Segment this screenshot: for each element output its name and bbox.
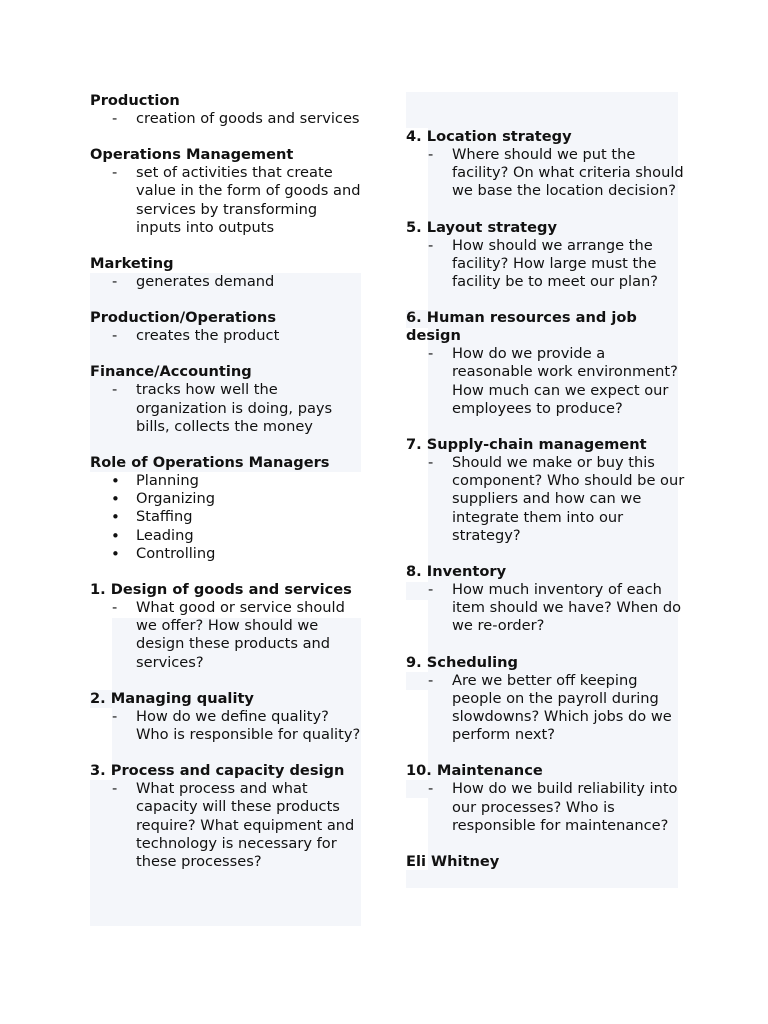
bullet-icon: • [111, 544, 120, 563]
item-list [90, 780, 365, 871]
right-column [406, 128, 686, 889]
list-item-text: generates demand [136, 273, 275, 291]
section-heading: Eli Whitney [406, 853, 500, 871]
item-list [406, 146, 686, 201]
section-production [90, 92, 365, 128]
dash-marker: - [428, 345, 434, 363]
section-heading: 6. Human resources and job design [406, 309, 637, 345]
bullet-icon: • [111, 508, 120, 527]
list-item [90, 472, 365, 490]
dash-marker: - [112, 780, 118, 798]
list-item-text: creation of goods and services [136, 110, 360, 127]
bullet-icon: • [111, 526, 120, 545]
list-item-text: What good or service should we offer? How should we design these products and services? [136, 599, 345, 671]
section-production-operations [90, 309, 365, 345]
list-item [90, 164, 365, 237]
section-5-layout-strategy [406, 219, 686, 292]
shade-right-top [406, 92, 678, 128]
list-item-text: Should we make or buy this component? Who should be our suppliers and how can we integrate them into our strategy? [452, 454, 685, 544]
bullet-icon: • [111, 472, 120, 491]
section-heading: Finance/Accounting [90, 363, 252, 381]
list-item [90, 545, 365, 563]
list-item [90, 381, 365, 436]
list-item-text: What process and what capacity will these products require? What equipment and technology is necessary for these processes? [136, 780, 355, 871]
item-list [90, 381, 365, 436]
list-item [406, 345, 686, 418]
list-item [90, 273, 365, 291]
list-item-text: creates the product [136, 327, 280, 345]
list-item-text: How do we provide a reasonable work environment? How much can we expect our employees to produce? [452, 345, 678, 417]
section-10-maintenance [406, 762, 686, 835]
list-item [90, 780, 365, 871]
item-list [90, 472, 365, 563]
item-list [406, 237, 686, 292]
list-item [406, 146, 686, 201]
section-eli-whitney [406, 853, 686, 871]
list-item-text: How should we arrange the facility? How large must the facility be to meet our plan? [452, 236, 659, 291]
section-marketing [90, 255, 365, 291]
list-item [406, 581, 686, 636]
section-heading: 2. Managing quality [90, 689, 254, 707]
item-list [406, 672, 686, 745]
item-list [90, 164, 365, 237]
section-2-managing-quality [90, 690, 365, 744]
section-heading: Production [90, 92, 180, 109]
dash-marker: - [428, 146, 434, 163]
list-item-text: Where should we put the facility? On what criteria should we base the location decision? [452, 146, 684, 200]
list-item [406, 672, 686, 745]
section-operations-management [90, 146, 365, 237]
item-list [90, 273, 365, 291]
dash-marker: - [112, 164, 118, 182]
item-list [406, 454, 686, 545]
list-item [90, 708, 365, 744]
list-item-text: Organizing [136, 490, 215, 508]
list-item [90, 110, 365, 128]
list-item [90, 327, 365, 345]
list-item [90, 527, 365, 545]
section-heading: 7. Supply-chain management [406, 436, 647, 454]
section-4-location-strategy [406, 128, 686, 201]
item-list [406, 780, 686, 835]
section-heading: 5. Layout strategy [406, 218, 558, 236]
list-item-text: How much inventory of each item should we have? When do we re-order? [452, 581, 682, 635]
list-item-text: set of activities that create value in the form of goods and services by transforming inputs into outputs [136, 164, 361, 236]
item-list [90, 708, 365, 744]
list-item [90, 508, 365, 526]
left-column [90, 92, 365, 889]
bullet-icon: • [111, 490, 120, 509]
section-7-supply-chain-management [406, 436, 686, 545]
list-item-text: Planning [136, 472, 199, 490]
list-item-text: How do we define quality? Who is responsible for quality? [136, 707, 361, 744]
section-heading: 9. Scheduling [406, 653, 518, 671]
section-heading: Marketing [90, 255, 174, 273]
section-role-of-operations-managers [90, 454, 365, 563]
dash-marker: - [112, 381, 118, 399]
dash-marker: - [428, 454, 434, 472]
dash-marker: - [428, 581, 434, 599]
dash-marker: - [112, 599, 118, 617]
item-list [406, 581, 686, 636]
list-item-text: Staffing [136, 508, 193, 526]
list-item [90, 599, 365, 672]
dash-marker: - [428, 671, 434, 689]
section-heading: 8. Inventory [406, 563, 507, 581]
list-item-text: Controlling [136, 544, 216, 562]
list-item [406, 780, 686, 835]
item-list [90, 599, 365, 672]
dash-marker: - [428, 236, 434, 254]
list-item [406, 454, 686, 545]
section-heading: 10. Maintenance [406, 762, 543, 780]
section-heading: Role of Operations Managers [90, 454, 330, 472]
section-heading: 3. Process and capacity design [90, 762, 345, 780]
list-item [406, 237, 686, 292]
list-item-text: tracks how well the organization is doing, pays bills, collects the money [136, 381, 333, 435]
section-3-process-and-capacity-design [90, 762, 365, 871]
item-list [406, 345, 686, 418]
dash-marker: - [112, 327, 118, 345]
section-8-inventory [406, 563, 686, 636]
section-6-human-resources-and-job-design [406, 309, 686, 418]
item-list [90, 327, 365, 345]
section-1-design-of-goods-and-services [90, 581, 365, 672]
list-item-text: How do we build reliability into our processes? Who is responsible for maintenance? [452, 780, 678, 834]
section-finance-accounting [90, 363, 365, 436]
item-list [90, 110, 365, 128]
section-heading: Operations Management [90, 146, 294, 164]
dash-marker: - [428, 780, 434, 798]
list-item-text: Are we better off keeping people on the payroll during slowdowns? Which jobs do we perform next? [452, 671, 672, 744]
dash-marker: - [112, 273, 118, 291]
section-heading: 1. Design of goods and services [90, 581, 352, 599]
section-heading: 4. Location strategy [406, 128, 572, 145]
section-9-scheduling [406, 654, 686, 745]
list-item [90, 490, 365, 508]
dash-marker: - [112, 707, 118, 725]
dash-marker: - [112, 110, 118, 127]
section-heading: Production/Operations [90, 309, 277, 327]
list-item-text: Leading [136, 526, 194, 544]
